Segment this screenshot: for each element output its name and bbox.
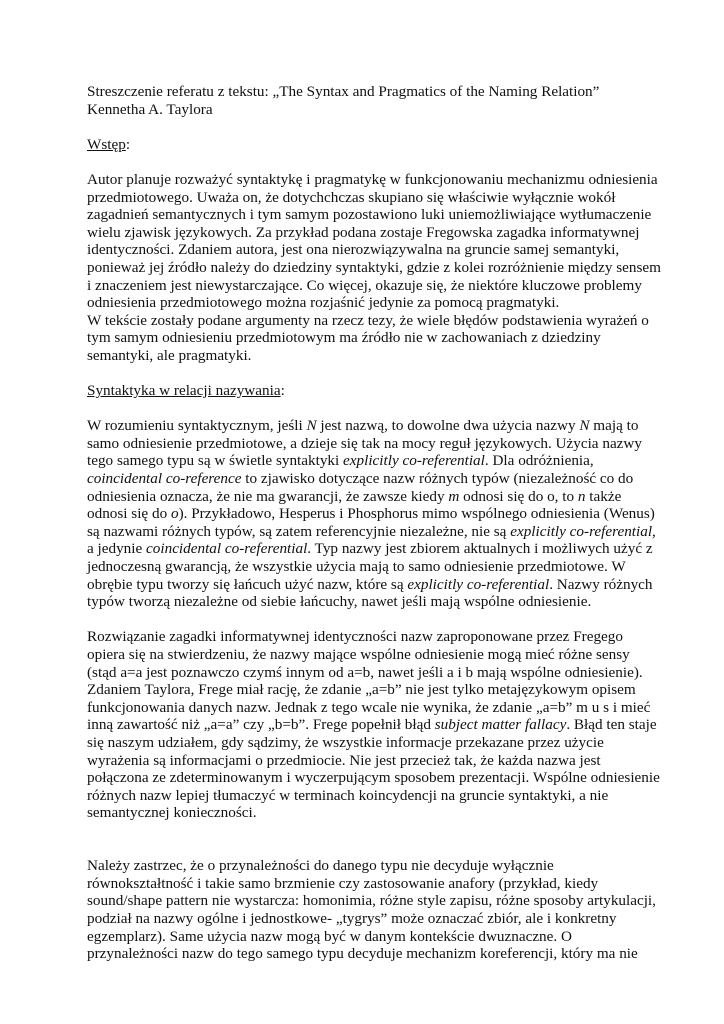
text-line: W tekście zostały podane argumenty na rzecz tezy, że wiele błędów podstawienia wyrażeń o [87, 311, 649, 329]
text-line: identyczności. Zdaniem autora, jest ona nierozwiązywalna na gruncie samej semantyki, [87, 241, 620, 259]
text-line: ponieważ jej źródło należy do dziedziny syntaktyki, gdzie z kolei rozróżnienie między sensem [87, 258, 661, 276]
text-line: i znaczeniem jest niewystarczające. Co więcej, okazuje się, że niektóre kluczowe problemy [87, 276, 642, 294]
text-line: inną zawartość niż „a=a” czy „b=b”. Frege popełnił błąd subject matter fallacy. Błąd ten staje [87, 716, 657, 734]
text-line: obrębie typu tworzy się łańcuch użyć nazw, które są explicitly co-referential. Nazwy różnych [87, 575, 653, 593]
text-line: połączona ze zdeterminowanym i wyczerpującym sposobem prezentacji. Wspólne odniesienie [87, 769, 660, 787]
text-line: W rozumieniu syntaktycznym, jeśli N jest nazwą, to dowolne dwa użycia nazwy N mają to [87, 417, 639, 435]
paragraph-type-membership [87, 857, 684, 963]
paragraph-syntax [87, 417, 684, 611]
text-line: sound/shape pattern nie wystarcza: homonimia, różne style zapisu, różne sposoby artykulacji, [87, 892, 656, 910]
text-line: typów tworzą niezależne od siebie łańcuchy, nawet jeśli mają wspólne odniesienie. [87, 593, 592, 611]
text-line: (stąd a=a jest poznawczo czymś innym od a=b, nawet jeśli a i b mają wspólne odniesienie). [87, 663, 643, 681]
text-line: są nazwami różnych typów, są zatem referencyjnie niezależne, nie są explicitly co-referential, [87, 522, 656, 540]
text-line: egzemplarz). Same użycia nazw mogą być w danym kontekście dwuznaczne. O [87, 927, 572, 945]
text-line: odniesienia przedmiotowego można rozjaśnić jedynie za pomocą pragmatyki. [87, 294, 560, 312]
text-line: Rozwiązanie zagadki informatywnej identyczności nazw zaproponowane przez Fregego [87, 628, 623, 646]
text-line: równokształtność i takie samo brzmienie czy zastosowanie anafory (przykład, kiedy [87, 874, 599, 892]
text-line: się naszym udziałem, gdy sądzimy, że wszystkie informacje przekazane przez użycie [87, 733, 604, 751]
text-line: samo odniesienie przedmiotowe, a dzieje się tak na mocy reguł językowych. Użycia nazwy [87, 434, 642, 452]
section-heading-syntax-text: Syntaktyka w relacji nazywania [87, 382, 281, 400]
text-line: tym samym odniesieniu przedmiotowym ma źródło nie w zachowaniach z dziedziny [87, 329, 601, 347]
text-line: podział na nazwy ogólne i jednostkowe- „tygrys” może oznaczać zbiór, ale i konkretny [87, 909, 617, 927]
text-line: Zdaniem Taylora, Frege miał rację, że zdanie „a=b” nie jest tylko metajęzykowym opisem [87, 681, 636, 699]
section-heading-intro: Wstęp: [87, 135, 131, 153]
text-line: przynależności nazw do tego samego typu decyduje mechanizm koreferencji, który ma nie [87, 945, 638, 963]
text-line: przedmiotowego. Uważa on, że dotychchczas skupiano się właściwie wyłącznie wokół [87, 188, 616, 206]
text-line: semantycznej konieczności. [87, 804, 257, 822]
text-line: opiera się na stwierdzeniu, że nazwy mające wspólne odniesienie mogą mieć różne sensy [87, 646, 630, 663]
text-line: a jedynie coincidental co-referential. Typ nazwy jest zbiorem aktualnych i możliwych użyć z [87, 540, 653, 558]
section-heading-intro-text: Wstęp [87, 135, 126, 153]
text-line: różnych nazw lepiej tłumaczyć w terminach koincydencji na gruncie syntaktyki, a nie [87, 786, 609, 804]
text-line: coincidental co-reference to zjawisko dotyczące nazw różnych typów (niezależność co do [87, 470, 634, 488]
text-line: odnosi się do o). Przykładowo, Hesperus i Phosphorus mimo wspólnego odniesienia (Wenus) [87, 505, 655, 523]
text-line: funkcjonowania danych nazw. Jednak z tego wcale nie wynika, że zdanie „a=b” m u s i mieć [87, 698, 651, 716]
text-line: wyrażenia są informacjami o przedmiocie. Nie jest przecież tak, że każda nazwa jest [87, 751, 601, 769]
text-line: zagadnień semantycznych i tym samym pozostawiono luki uniemożliwiające wytłumaczenie [87, 206, 652, 224]
text-line: Należy zastrzec, że o przynależności do danego typu nie decyduje wyłącznie [87, 857, 554, 875]
text-line: tego samego typu są w świetle syntaktyki explicitly co-referential. Dla odróżnienia, [87, 452, 594, 470]
section-heading-syntax: Syntaktyka w relacji nazywania: [87, 382, 285, 400]
paragraph-intro [87, 171, 684, 365]
text-line: jednoczesną gwarancją, że wszystkie użycia mają to samo odniesienie przedmiotowe. W [87, 558, 626, 576]
paragraph-frege [87, 628, 684, 822]
text-line: odniesienia oznacza, że nie ma gwarancji, że zawsze kiedy m odnosi się do o, to n także [87, 487, 622, 505]
document-title: Streszczenie referatu z tekstu: „The Syntax and Pragmatics of the Naming Relation” [87, 83, 600, 100]
text-line: wielu zjawisk językowych. Za przykład podana zostaje Fregowska zagadka informatywnej [87, 223, 640, 241]
document-author: Kennetha A. Taylora [87, 100, 213, 118]
text-line: Autor planuje rozważyć syntaktykę i pragmatykę w funkcjonowaniu mechanizmu odniesienia [87, 170, 658, 188]
text-line: semantyki, ale pragmatyki. [87, 346, 252, 364]
